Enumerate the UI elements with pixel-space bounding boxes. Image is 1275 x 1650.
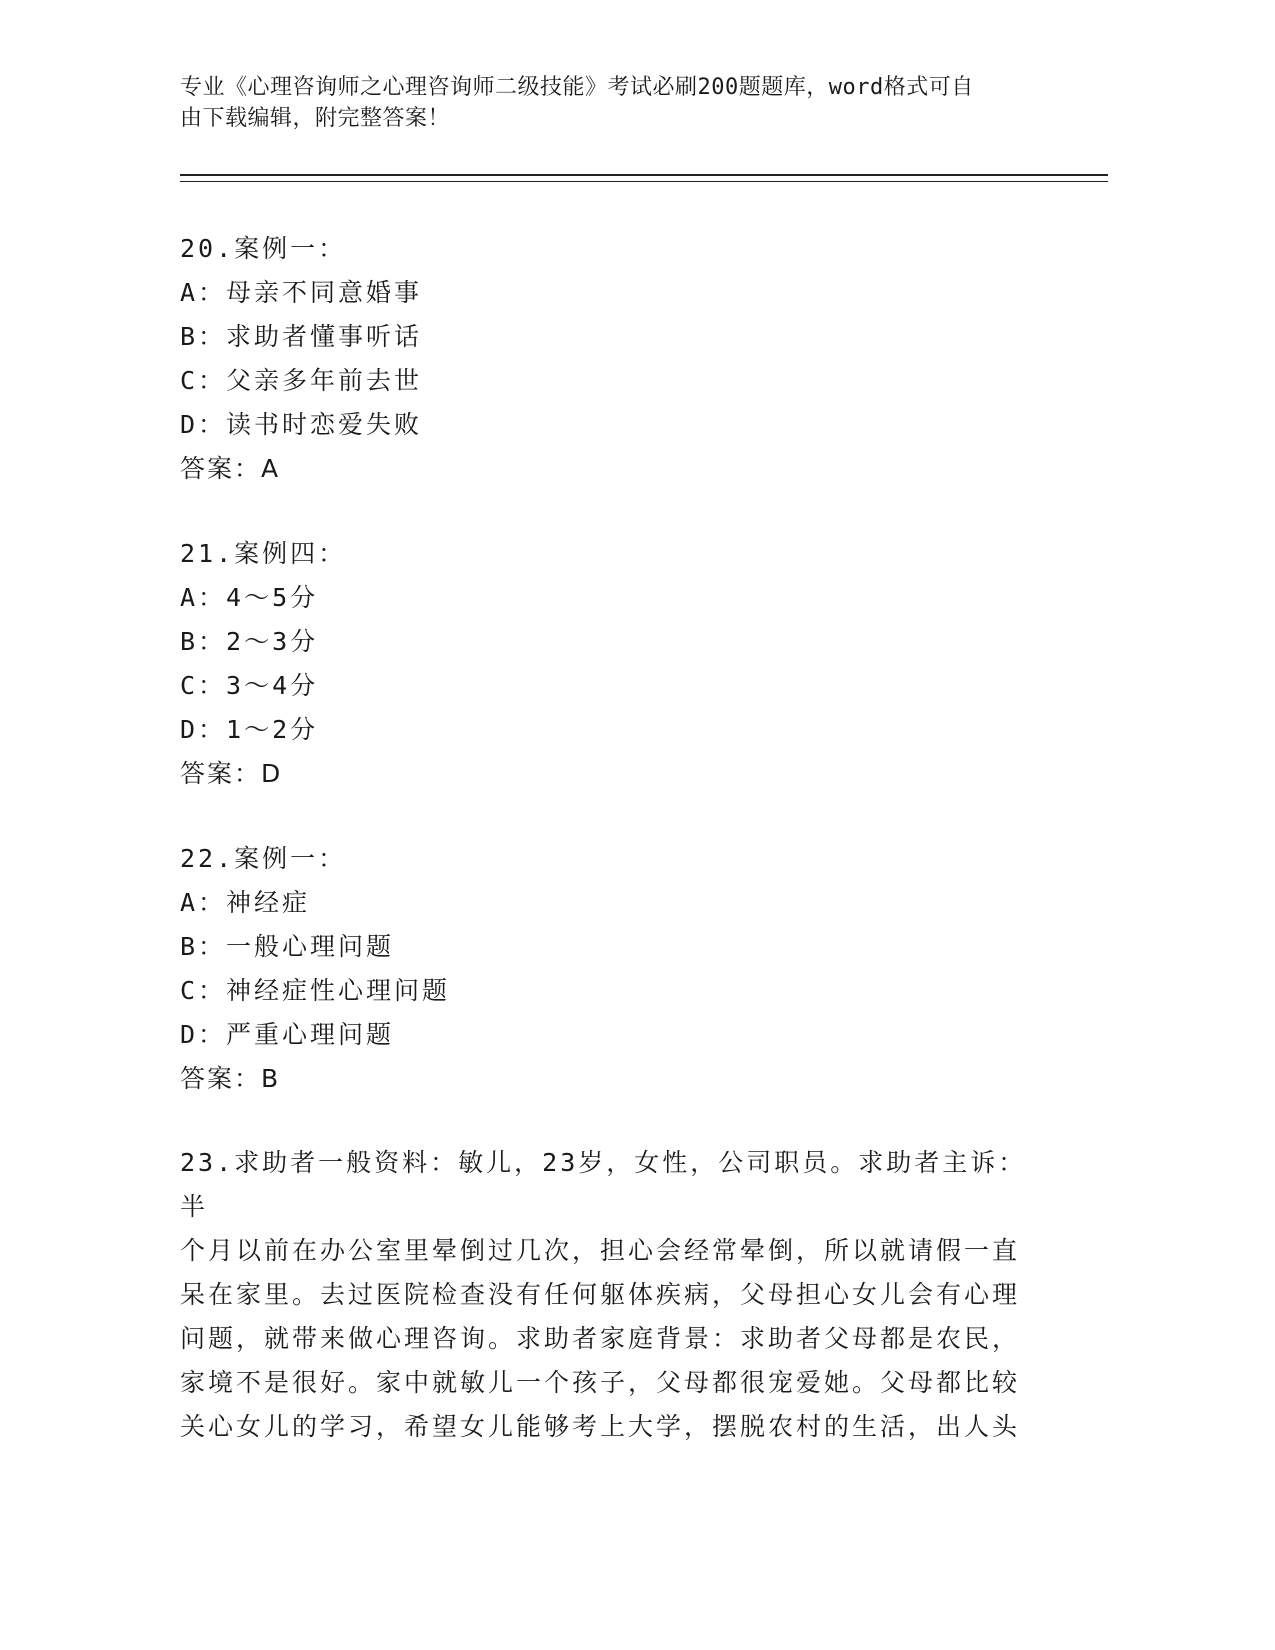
option-b: B：求助者懂事听话 — [180, 322, 423, 351]
header-line-2: 由下载编辑，附完整答案！ — [180, 106, 451, 131]
option-c: C：父亲多年前去世 — [180, 366, 423, 395]
question-stem: 22.案例一： — [180, 844, 347, 873]
option-d: D：严重心理问题 — [180, 1020, 395, 1049]
option-a: A：神经症 — [180, 888, 311, 917]
question-23-case-text — [180, 1141, 1040, 1449]
question-22 — [180, 837, 1080, 1101]
question-stem: 21.案例四： — [180, 539, 347, 568]
option-a: A：4～5分 — [180, 583, 319, 612]
case-line: 关心女儿的学习，希望女儿能够考上大学，摆脱农村的生活，出人头 — [180, 1412, 1021, 1441]
option-b: B：一般心理问题 — [180, 932, 395, 961]
header-line-1: 专业《心理咨询师之心理咨询师二级技能》考试必刷200题题库，word格式可自 — [180, 75, 974, 100]
case-line: 23.求助者一般资料：敏儿，23岁，女性，公司职员。求助者主诉：半 — [180, 1148, 1027, 1221]
option-c: C：神经症性心理问题 — [180, 976, 451, 1005]
question-stem: 20.案例一： — [180, 234, 347, 263]
question-20 — [180, 227, 1080, 491]
option-d: D：读书时恋爱失败 — [180, 410, 423, 439]
answer-line: 答案：D — [180, 759, 283, 788]
option-a: A：母亲不同意婚事 — [180, 278, 423, 307]
option-d: D：1～2分 — [180, 715, 319, 744]
case-line: 个月以前在办公室里晕倒过几次，担心会经常晕倒，所以就请假一直 — [180, 1236, 1021, 1265]
case-line: 家境不是很好。家中就敏儿一个孩子，父母都很宠爱她。父母都比较 — [180, 1368, 1021, 1397]
question-21 — [180, 532, 1080, 796]
option-c: C：3～4分 — [180, 671, 319, 700]
document-header — [180, 72, 1060, 134]
case-line: 问题，就带来做心理咨询。求助者家庭背景：求助者父母都是农民， — [180, 1324, 1021, 1353]
header-divider-thick — [180, 174, 1108, 176]
answer-line: 答案：A — [180, 454, 281, 483]
option-b: B：2～3分 — [180, 627, 319, 656]
case-line: 呆在家里。去过医院检查没有任何躯体疾病，父母担心女儿会有心理 — [180, 1280, 1021, 1309]
header-divider-thin — [180, 181, 1108, 182]
answer-line: 答案：B — [180, 1064, 281, 1093]
